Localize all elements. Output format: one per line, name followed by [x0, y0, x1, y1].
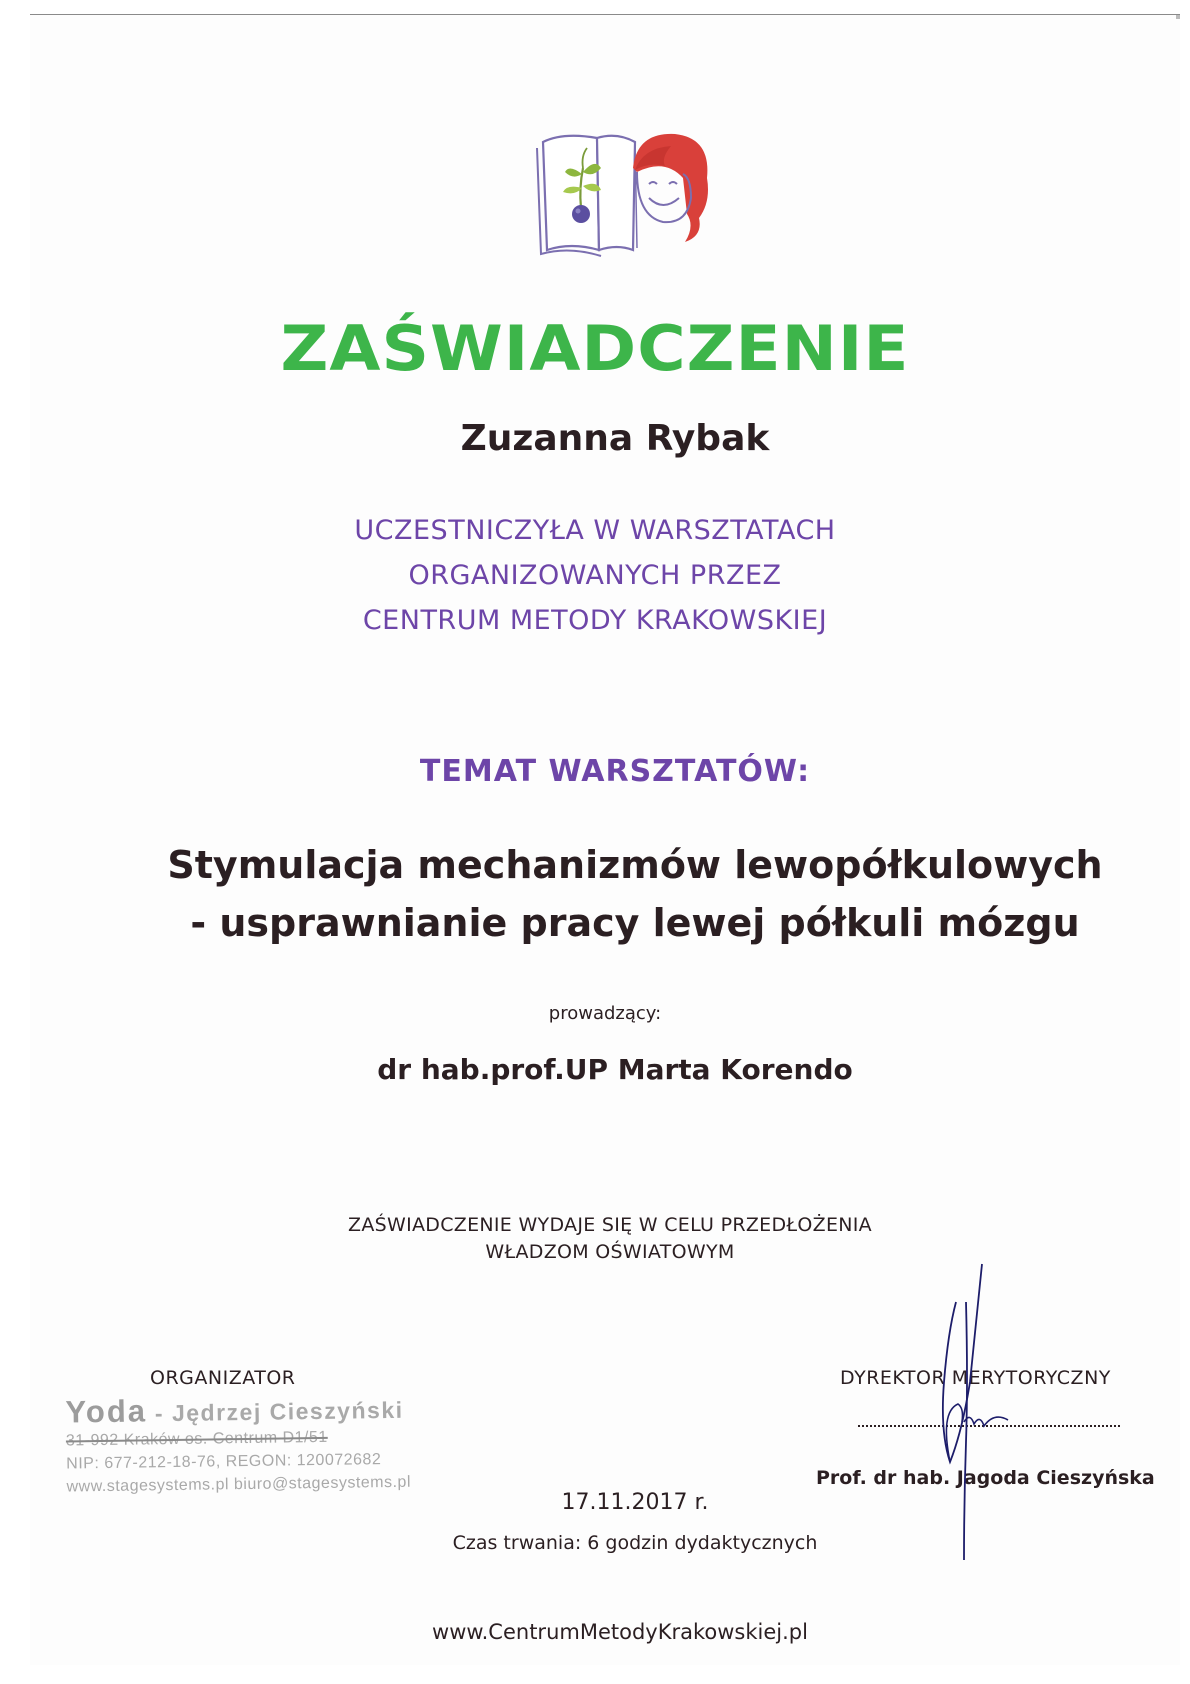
recipient-name: Zuzanna Rybak [460, 418, 770, 459]
lead-name: dr hab.prof.UP Marta Korendo [377, 1053, 853, 1086]
topic-line: Stymulacja mechanizmów lewopółkulowych [167, 843, 1103, 887]
issue-date: 17.11.2017 r. [561, 1490, 709, 1515]
lead-label: prowadzący: [548, 1003, 662, 1024]
stamp-header [65, 1392, 425, 1429]
notice-line: WŁADZOM OŚWIATOWYM [485, 1241, 735, 1263]
workshop-topic [0, 836, 1190, 952]
participation-statement [0, 508, 1190, 643]
stamp-address: 31-992 Kraków os. Centrum D1/51 [65, 1428, 328, 1450]
stamp-brand: Yoda [65, 1393, 148, 1430]
director-label: DYREKTOR MERYTORYCZNY [840, 1367, 1111, 1389]
notice-line: ZAŚWIADCZENIE WYDAJE SIĘ W CELU PRZEDŁOŻENIA [348, 1214, 872, 1236]
participation-line: CENTRUM METODY KRAKOWSKIEJ [362, 605, 828, 636]
director-name: Prof. dr hab. Jagoda Cieszyńska [816, 1467, 1155, 1489]
topic-line: - usprawnianie pracy lewej półkuli mózgu [190, 901, 1080, 945]
organizer-stamp [65, 1392, 426, 1498]
stamp-ids: NIP: 677-212-18-76, REGON: 120072682 [66, 1451, 382, 1473]
paper-corner-mark [1176, 15, 1180, 19]
issuance-notice [0, 1212, 1190, 1266]
participation-line: ORGANIZOWANYCH PRZEZ [408, 560, 782, 591]
topic-label: TEMAT WARSZTATÓW: [419, 754, 811, 789]
organizer-label: ORGANIZATOR [150, 1367, 296, 1389]
stamp-owner: - Jędrzej Cieszyński [146, 1396, 404, 1427]
workshop-duration: Czas trwania: 6 godzin dydaktycznych [452, 1532, 818, 1554]
participation-line: UCZESTNICZYŁA W WARSZTATACH [354, 515, 836, 546]
director-signature [910, 1262, 1020, 1562]
website-url[interactable]: www.CentrumMetodyKrakowskiej.pl [432, 1620, 808, 1644]
certificate-title: ZAŚWIADCZENIE [280, 311, 910, 386]
centrum-logo-icon [525, 128, 715, 260]
stamp-contact: www.stagesystems.pl biuro@stagesystems.pl [66, 1473, 412, 1496]
